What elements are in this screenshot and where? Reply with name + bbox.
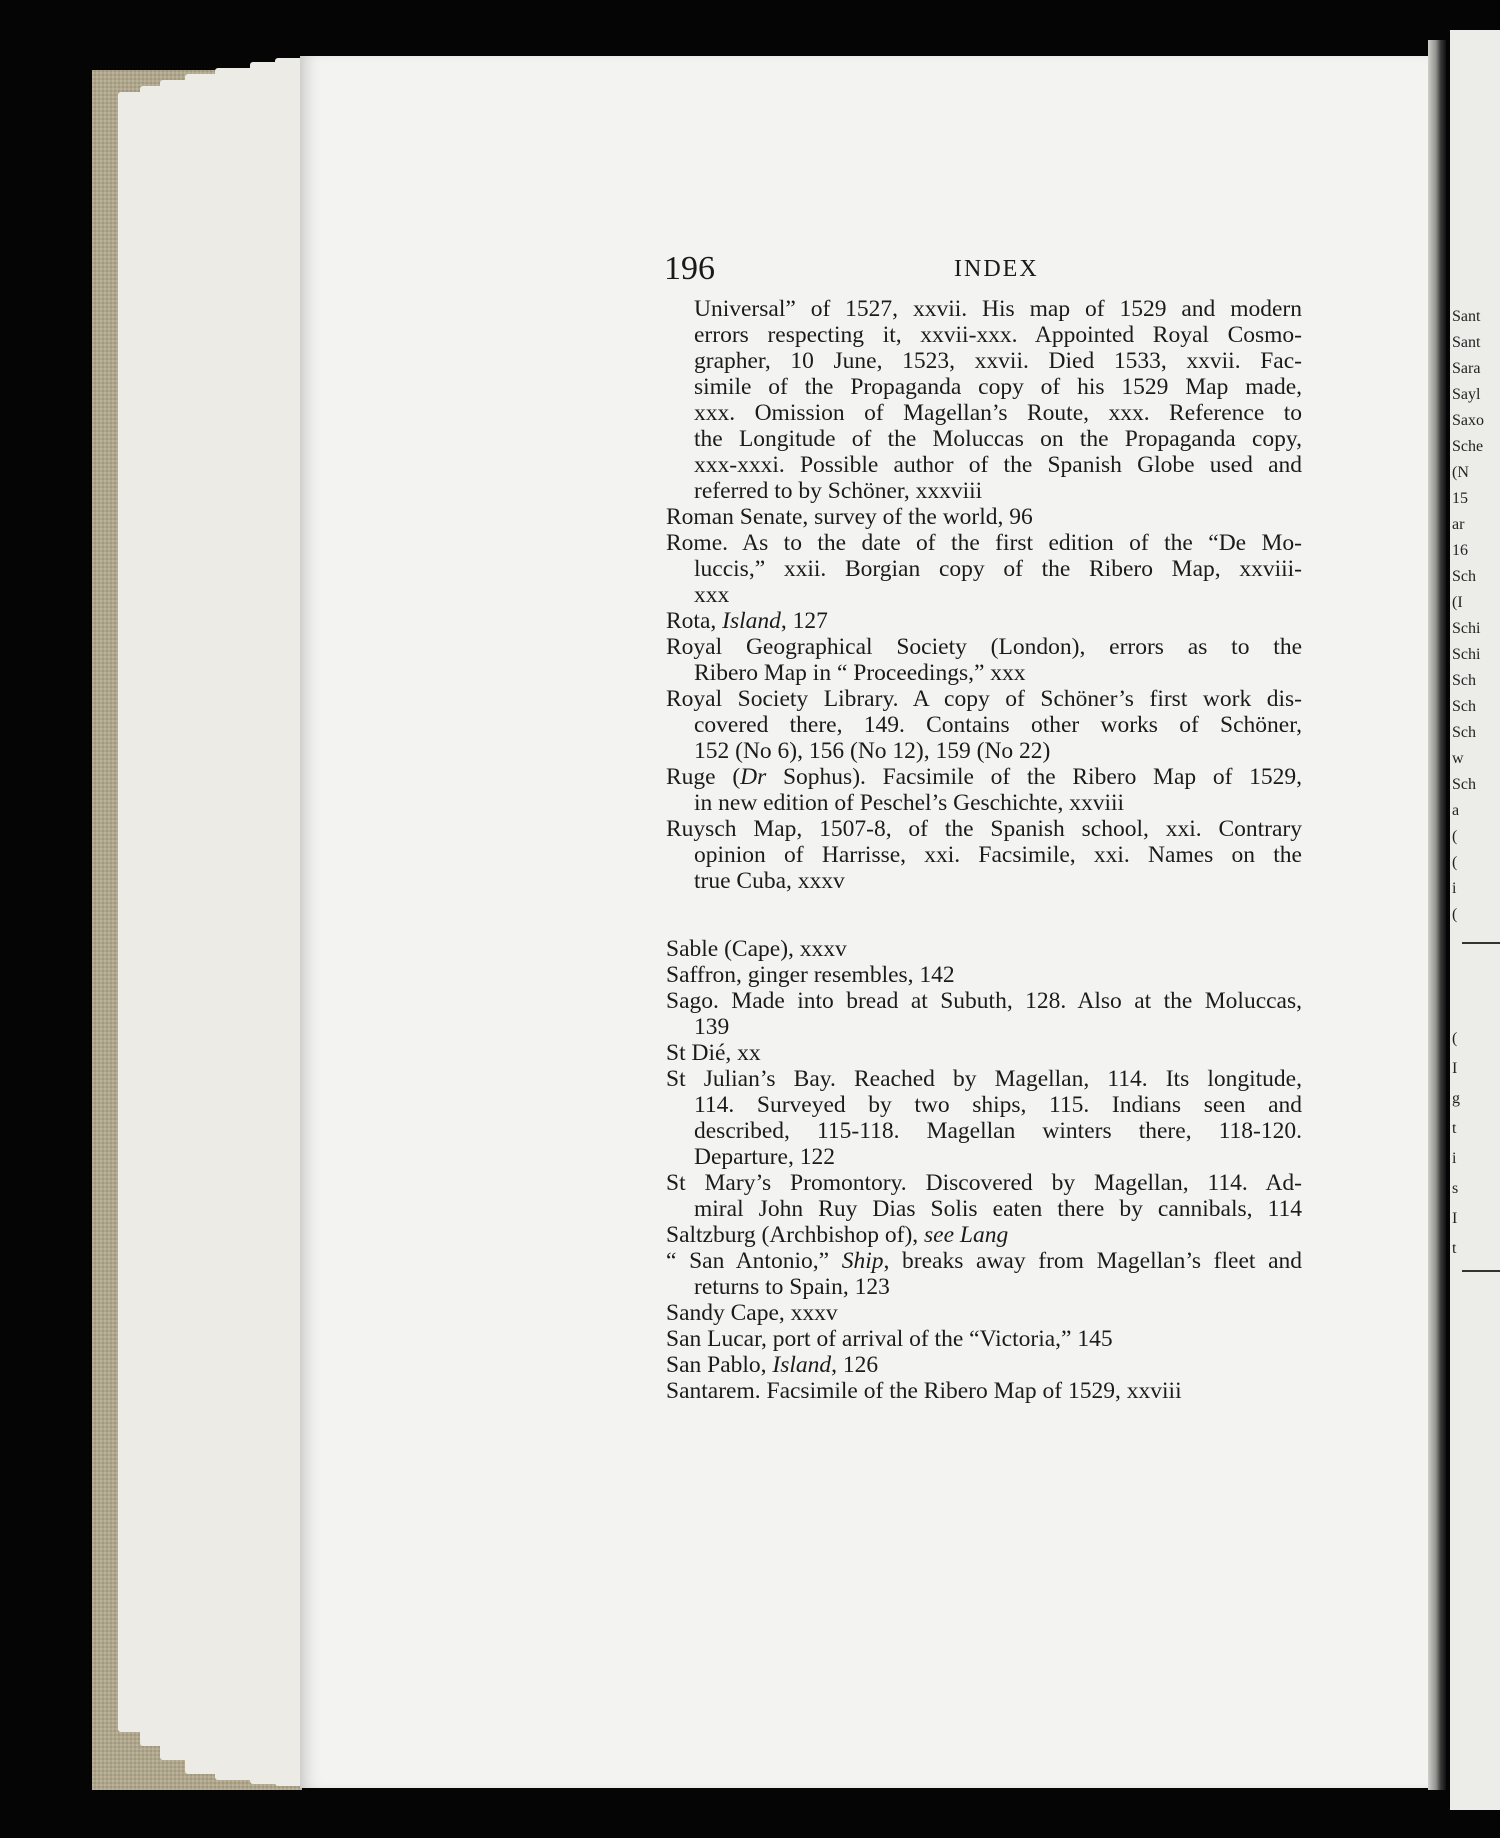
index-line: covered there, 149. Contains other works of Schöner, <box>694 712 1302 738</box>
index-line <box>666 1247 1302 1275</box>
index-line: 139 <box>694 1014 730 1040</box>
facing-page-fragment: Sch <box>1452 568 1476 585</box>
facing-page-fragment: Schi <box>1452 646 1481 663</box>
facing-page <box>1450 30 1500 1810</box>
facing-page-fragment: ( <box>1452 828 1458 845</box>
facing-page-fragment: ar <box>1452 516 1465 533</box>
facing-page-fragment: I <box>1452 1210 1458 1227</box>
index-line: Royal Society Library. A copy of Schöner’s first work dis- <box>666 686 1302 712</box>
index-line: Roman Senate, survey of the world, 96 <box>666 504 1033 530</box>
facing-page-fragment: Sch <box>1452 672 1476 689</box>
facing-page-fragment: i <box>1452 1150 1457 1167</box>
index-text: San Pablo, <box>666 1352 773 1378</box>
index-line <box>666 607 1302 635</box>
index-italic: Island <box>772 1352 832 1378</box>
index-line: St Dié, xx <box>666 1040 761 1066</box>
index-line: Ruysch Map, 1507-8, of the Spanish school, xxi. Contrary <box>666 816 1302 842</box>
index-line: xxx-xxxi. Possible author of the Spanish Globe used and <box>694 452 1302 478</box>
index-text: Saltzburg (Archbishop of), <box>666 1222 925 1248</box>
facing-page-fragment: Sara <box>1452 360 1481 377</box>
index-line: Ribero Map in “ Proceedings,” xxx <box>694 660 1026 686</box>
index-line: Rome. As to the date of the first edition of the “De Mo- <box>666 530 1302 556</box>
facing-page-fragment: w <box>1452 750 1464 767</box>
facing-page-fragment: t <box>1452 1240 1457 1257</box>
page-header <box>664 250 1304 290</box>
facing-page-fragment: ( <box>1452 854 1458 871</box>
index-line: grapher, 10 June, 1523, xxvii. Died 1533, xxvii. Fac- <box>694 348 1302 374</box>
index-line: Sandy Cape, xxxv <box>666 1300 838 1326</box>
index-text: , 126 <box>831 1352 879 1378</box>
facing-page-fragment: Sch <box>1452 724 1476 741</box>
index-line: errors respecting it, xxvii-xxx. Appointed Royal Cosmo- <box>694 322 1302 348</box>
index-line: miral John Ruy Dias Solis eaten there by cannibals, 114 <box>694 1196 1302 1222</box>
facing-page-fragment: a <box>1452 802 1460 819</box>
facing-page-fragment: (N <box>1452 464 1469 481</box>
facing-page-fragment: I <box>1452 1060 1458 1077</box>
facing-page-fragment: Sayl <box>1452 386 1481 403</box>
index-line: true Cuba, xxxv <box>694 868 845 894</box>
index-line: St Julian’s Bay. Reached by Magellan, 114. Its longitude, <box>666 1066 1302 1092</box>
facing-page-fragment: 16 <box>1452 542 1468 559</box>
facing-page-fragment: Sche <box>1452 438 1484 455</box>
index-line <box>666 1351 1302 1379</box>
index-text: Rota, <box>666 608 723 634</box>
index-text: , 127 <box>780 608 828 634</box>
facing-page-fragment: Sant <box>1452 334 1481 351</box>
facing-page-fragment: s <box>1452 1180 1459 1197</box>
facing-page-fragment: t <box>1452 1120 1457 1137</box>
index-line: Saffron, ginger resembles, 142 <box>666 962 955 988</box>
index-italic: Island <box>722 608 781 634</box>
index-line: luccis,” xxii. Borgian copy of the Ribero Map, xxviii- <box>694 556 1302 582</box>
index-line: Sable (Cape), xxxv <box>666 936 847 962</box>
index-line: xxx. Omission of Magellan’s Route, xxx. Reference to <box>694 400 1302 426</box>
index-italic: Dr <box>740 764 767 790</box>
facing-page-rule <box>1462 942 1500 944</box>
index-line: Santarem. Facsimile of the Ribero Map of 1529, xxviii <box>666 1378 1182 1404</box>
facing-page-fragment: Sch <box>1452 698 1476 715</box>
facing-page-fragment: i <box>1452 880 1457 897</box>
index-line: Universal” of 1527, xxvii. His map of 1529 and modern <box>694 296 1302 322</box>
index-text: Sophus). Facsimile of the Ribero Map of 1529, <box>766 764 1302 790</box>
index-line: Departure, 122 <box>694 1144 835 1170</box>
index-line: Sago. Made into bread at Subuth, 128. Also at the Moluccas, <box>666 988 1302 1014</box>
index-line: in new edition of Peschel’s Geschichte, xxviii <box>694 790 1125 816</box>
index-line: opinion of Harrisse, xxi. Facsimile, xxi. Names on the <box>694 842 1302 868</box>
facing-page-fragment: (I <box>1452 594 1463 611</box>
facing-page-fragment: Sant <box>1452 308 1481 325</box>
index-text: Ruge ( <box>666 764 741 790</box>
index-line: returns to Spain, 123 <box>694 1274 890 1300</box>
facing-page-fragment: g <box>1452 1090 1460 1107</box>
index-line: xxx <box>694 582 730 608</box>
facing-page-fragment: Sch <box>1452 776 1476 793</box>
facing-page-fragment: ( <box>1452 906 1458 923</box>
page-number: 196 <box>664 250 715 287</box>
index-line: Royal Geographical Society (London), errors as to the <box>666 634 1302 660</box>
index-line: 152 (No 6), 156 (No 12), 159 (No 22) <box>694 738 1051 764</box>
index-line: simile of the Propaganda copy of his 1529 Map made, <box>694 374 1302 400</box>
facing-page-fragment: Saxo <box>1452 412 1484 429</box>
facing-page-rule <box>1462 1270 1500 1272</box>
index-line <box>666 1221 1302 1249</box>
page-title: INDEX <box>954 256 1039 282</box>
index-line: 114. Surveyed by two ships, 115. Indians seen and <box>694 1092 1302 1118</box>
index-italic: see Lang <box>924 1222 1009 1248</box>
facing-page-fragment: 15 <box>1452 490 1468 507</box>
index-italic: Ship <box>841 1248 884 1274</box>
facing-page-fragment: Schi <box>1452 620 1481 637</box>
index-text: , breaks away from Magellan’s fleet and <box>883 1248 1302 1274</box>
index-line: described, 115-118. Magellan winters there, 118-120. <box>694 1118 1302 1144</box>
index-line: referred to by Schöner, xxxviii <box>694 478 983 504</box>
facing-page-fragment: ( <box>1452 1030 1458 1047</box>
book-gutter <box>1428 40 1446 1790</box>
index-text: “ San Antonio,” <box>666 1248 842 1274</box>
index-line: St Mary’s Promontory. Discovered by Magellan, 114. Ad- <box>666 1170 1302 1196</box>
index-line: San Lucar, port of arrival of the “Victoria,” 145 <box>666 1326 1113 1352</box>
index-line <box>666 763 1302 791</box>
index-line: the Longitude of the Moluccas on the Propaganda copy, <box>694 426 1302 452</box>
